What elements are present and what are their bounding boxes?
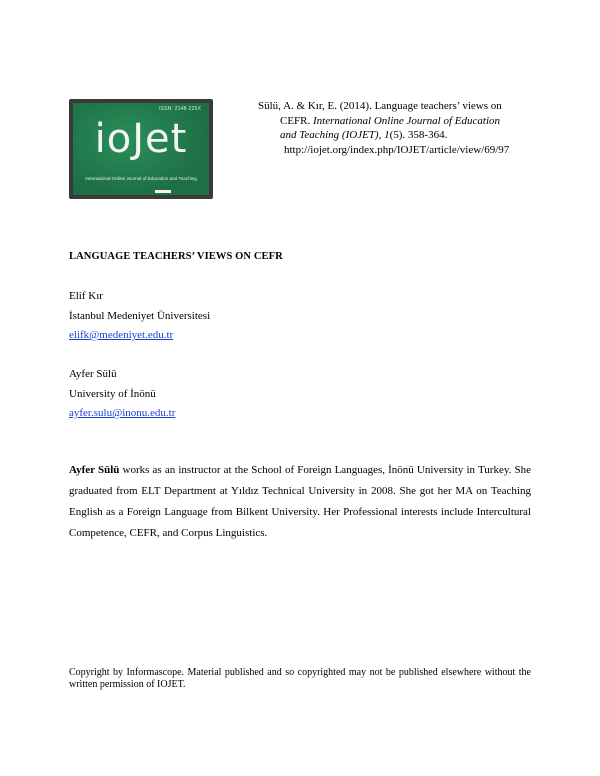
citation [258, 99, 534, 157]
bio-text: works as an instructor at the School of Foreign Languages, İnönü University in Turkey. She graduated from ELT Department at Yıldız Technical University in 2008. She got her MA on Teaching English as a Foreign Language from Bilkent University. Her Professional interests include Intercultural Competence, CEFR, and Corpus Linguistics. [69, 464, 532, 539]
author-email-link[interactable]: elifk@medeniyet.edu.tr [69, 329, 174, 341]
author-email-link[interactable]: ayfer.sulu@inonu.edu.tr [69, 407, 176, 419]
chalk-icon [155, 190, 171, 193]
citation-url: http://iojet.org/index.php/IOJET/article/view/69/97 [284, 143, 510, 156]
citation-text: CEFR. [280, 114, 314, 127]
citation-journal: International Online Journal of Education [313, 114, 500, 127]
citation-line-2 [258, 114, 534, 129]
author-name: Ayfer Sülü [69, 368, 117, 380]
citation-line-1: Sülü, A. & Kır, E. (2014). Language teachers’ views on [258, 100, 502, 112]
copyright-notice: Copyright by Informascope. Material published and so copyrighted may not be published elsewhere without the written permission of IOJET. [69, 667, 531, 690]
author-affiliation: University of İnönü [69, 387, 156, 400]
author-affiliation: İstanbul Medeniyet Üniversitesi [69, 309, 211, 322]
author-name: Elif Kır [69, 290, 103, 302]
bio-name: Ayfer Sülü [69, 464, 120, 476]
author-bio [69, 460, 531, 544]
logo-wordmark: ioJet [94, 116, 188, 162]
citation-journal-cont: and Teaching (IOJET), 1 [280, 129, 390, 141]
article-title: LANGUAGE TEACHERS’ VIEWS ON CEFR [69, 251, 283, 262]
author-1 [69, 287, 210, 346]
author-2 [69, 365, 175, 424]
logo-issn: ISSN: 2148-225X [159, 106, 201, 112]
journal-logo [69, 99, 213, 199]
logo-tagline: International Online Journal of Education and Teaching [85, 176, 197, 181]
logo-chalkboard [73, 103, 209, 195]
citation-pages: (5). 358-364. [389, 129, 448, 141]
citation-line-3 [258, 128, 534, 143]
